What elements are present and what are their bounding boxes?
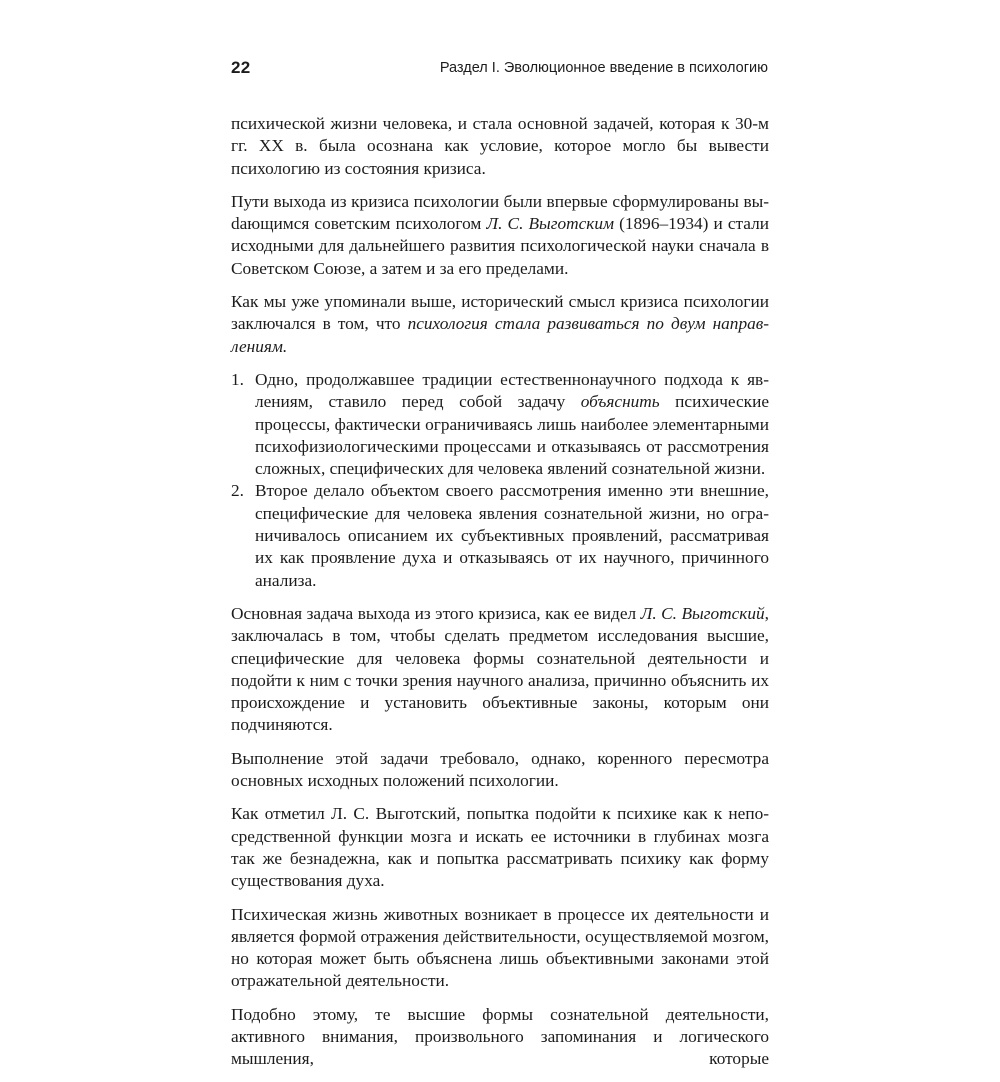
list-item-text-before: Одно, продолжавшее традиции естественнонаучного подхода к явлениям, ставило перед собой задачу (255, 369, 769, 412)
p2-author-name: Л. С. Выготским (486, 214, 615, 234)
p3-text-before: Как мы уже упоминали выше, исторический смысл кризиса психологии заключался в том, что (231, 292, 769, 334)
list-item-text: Второе делало объектом своего рассмотрения именно эти внешние, специфические для человека явления сознательной жизни, но ограничивалось описанием их субъективных проявлений, рассматривая их как проявление духа и отказываясь от их научного, причинного анализа. (255, 481, 769, 590)
list-item-number: 1. (231, 369, 244, 389)
p4-text-before: Основная задача выхода из этого кризиса, как ее видел (231, 603, 641, 623)
paragraph-5: Выполнение этой задачи требовало, однако, коренного пересмотра основных исходных положений психологии. (231, 748, 769, 791)
running-head: Раздел I. Эволюционное введение в психологию (439, 60, 768, 76)
paragraph-4 (231, 603, 769, 737)
p4-text-after: , заключалась в том, чтобы сделать предметом исследования высшие, специфические для человека формы сознательной деятельности и подойти к ним с точки зрения научного анализа, причинно объяснить их происхождение и установить объективные законы, которым они подчиняются. (231, 603, 769, 735)
list-item (231, 480, 769, 591)
p2-text-before: Пути выхода из кризиса психологии были впервые сформулированы выdающимся советским психологом (231, 191, 769, 234)
list-item-number: 2. (231, 481, 244, 501)
list-item-italic: объяснить (580, 392, 660, 412)
paragraph-8: Подобно этому, те высшие формы сознательной деятельности, активного внимания, произвольного запоминания и логического мышления, которые (231, 1004, 769, 1069)
p3-italic-phrase: психология стала развиваться по двум направлениям. (231, 314, 769, 356)
paragraph-2 (231, 191, 769, 280)
paragraph-6: Как отметил Л. С. Выготский, попытка подойти к психике как к непосредственной функции мозга и искать ее источники в глубинах мозга так же безнадежна, как и попытка рассматривать психику как форму существования духа. (231, 804, 769, 891)
paragraph-3 (231, 291, 769, 358)
page-number: 22 (231, 58, 251, 77)
body-text (231, 113, 769, 1082)
list-item (231, 369, 769, 480)
paragraph-7: Психическая жизнь животных возникает в процессе их деятельности и является формой отражения действительности, осуществляемой мозгом, но которая может быть объяснена лишь объективными законами этой отражательной деятельности. (231, 904, 769, 991)
list-item-text-after: психические процессы, фактически ограничиваясь лишь наиболее элементарными психофизиологическими процессами и отказываясь от рассмотрения сложных, специфических для человека явлений сознательной жизни. (255, 392, 769, 479)
p4-author-name: Л. С. Выготский (640, 603, 765, 623)
paragraph-1: психической жизни человека, и стала основной задачей, которая к 30-м гг. XX в. была осознана как условие, которое могло бы вывести психологию из состояния кризиса. (231, 114, 769, 178)
p2-text-after: (1896–1934) и стали исходными для дальнейшего развития психологической науки сначала в Советском Союзе, а затем и за его пределами. (231, 214, 769, 278)
numbered-list (231, 369, 769, 592)
